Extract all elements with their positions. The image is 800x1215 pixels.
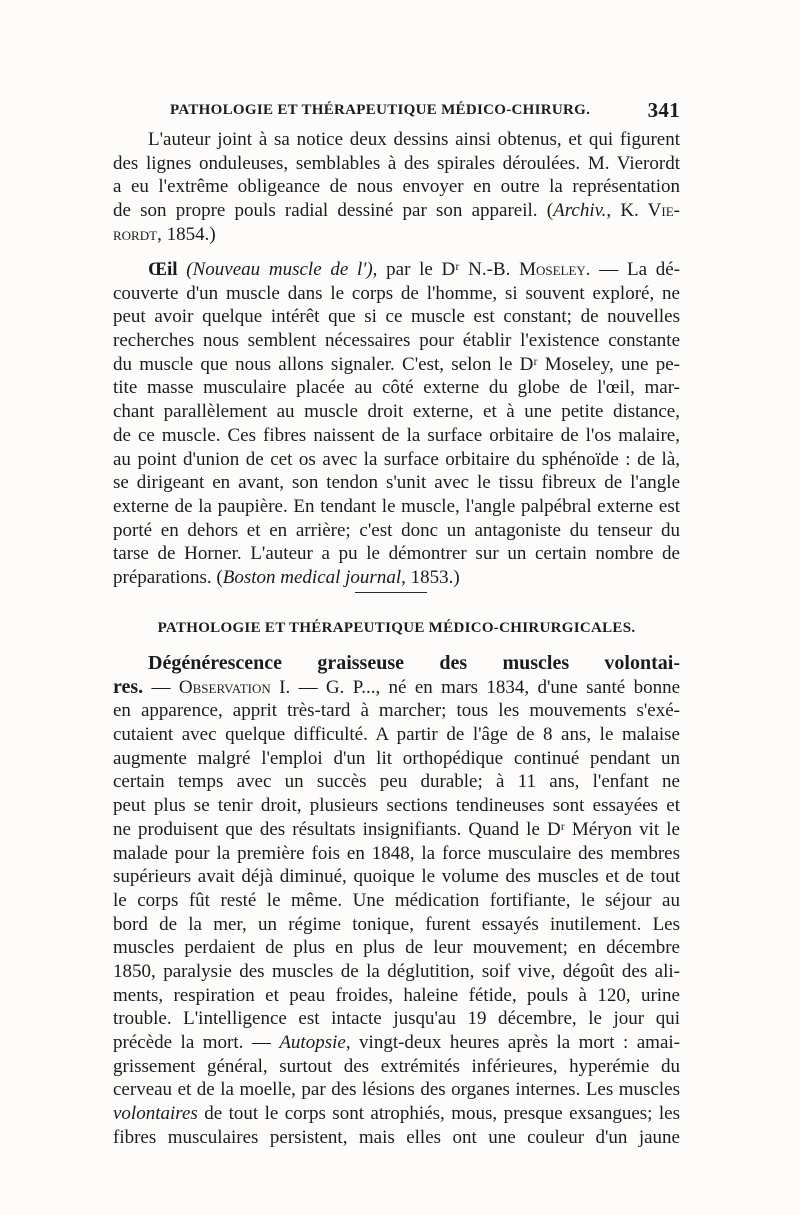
line-text: . — La dé- <box>585 259 680 280</box>
text-line: tite masse musculaire placée au côté externe du globe de l'œil, mar- <box>113 377 680 399</box>
citation: Archiv. <box>553 200 607 222</box>
text-line: grissement général, surtout des extrémités inférieures, hyperémie du <box>113 1055 680 1077</box>
text-line: des lignes onduleuses, semblables à des spirales déroulées. M. Vierordt <box>113 152 680 174</box>
author-name: , K. Vie- <box>606 200 680 222</box>
text-line <box>113 1102 680 1126</box>
text-line: certain temps avec un succès peu durable; à 11 ans, l'enfant ne <box>113 771 680 793</box>
running-title: PATHOLOGIE ET THÉRAPEUTIQUE MÉDICO-CHIRURG. <box>170 102 591 118</box>
text-line: couverte d'un muscle dans le corps de l'homme, si souvent exploré, ne <box>113 282 680 304</box>
citation: Boston medical journal <box>222 566 402 588</box>
observation-label: Observation <box>178 676 271 698</box>
text-line: augmente malgré l'emploi d'un lit orthopédique continué pendant un <box>113 747 680 769</box>
text-line: chant parallèlement au muscle droit externe, et à une petite distance, <box>113 401 680 423</box>
author-name: Moseley <box>519 259 586 280</box>
line-text: de tout le corps sont atrophiés, mous, presque exsangues; les <box>197 1103 680 1125</box>
text-line: trouble. L'intelligence est intacte jusqu'au 19 décembre, le jour qui <box>113 1008 680 1030</box>
text-line: en apparence, apprit très-tard à marcher; tous les mouvements s'exé- <box>113 700 680 722</box>
text-line: porté en dehors et en arrière; c'est donc un antagoniste du tenseur du <box>113 519 680 541</box>
text-line: peut avoir quelque intérêt que si ce muscle est constant; de nouvelles <box>113 306 680 328</box>
text-line: muscles perdaient de plus en plus de leur mouvement; en décembre <box>113 937 680 959</box>
text-line <box>113 223 680 247</box>
line-text: de son propre pouls radial dessiné par son appareil. ( <box>113 200 554 222</box>
text-line: tarse de Horner. L'auteur a pu le démontrer sur un certain nombre de <box>113 543 680 565</box>
line-text: I. — G. P..., né en mars 1834, d'une santé bonne <box>270 676 681 698</box>
entry-title: Œil <box>148 259 178 280</box>
text-line: malade pour la première fois en 1848, la force musculaire des membres <box>113 842 680 864</box>
text-line: res. — Observation I. — G. P..., né en mars 1834, d'une santé bonne <box>113 675 681 698</box>
italic-term: volontaires <box>113 1103 198 1125</box>
text-line: au point d'union de cet os avec la surface orbitaire du sphénoïde : de là, <box>113 448 680 470</box>
italic-term: Autopsie <box>279 1032 346 1053</box>
line-text: , vingt-deux heures après la mort : amai- <box>345 1032 681 1053</box>
entry-title: Dégénérescence graisseuse des muscles volontai- <box>148 652 680 674</box>
text-line: ments, respiration et peau froides, haleine fétide, pouls à 120, urine <box>113 984 680 1006</box>
paragraph-degenerescence <box>113 652 680 1149</box>
entry-title-end: res. <box>113 675 144 698</box>
line-text: , 1854.) <box>157 223 216 245</box>
line-text: , 1853.) <box>401 566 460 588</box>
entry-subtitle: (Nouveau muscle de l') <box>186 259 373 280</box>
paragraph-oeil <box>113 258 680 590</box>
text-line: peut plus se tenir droit, plusieurs sections tendineuses sont essayées et <box>113 795 680 817</box>
text-line <box>113 199 680 223</box>
text-line: a eu l'extrême obligeance de nous envoyer en outre la représentation <box>113 176 680 198</box>
text-line: L'auteur joint à sa notice deux dessins ainsi obtenus, et qui figurent <box>148 129 680 150</box>
text-line: cerveau et de la moelle, par des lésions des organes internes. Les muscles <box>113 1079 680 1101</box>
text-line: ne produisent que des résultats insignifiants. Quand le Dʳ Méryon vit le <box>113 818 680 840</box>
line-text: préparations. ( <box>113 566 223 588</box>
section-title: PATHOLOGIE ET THÉRAPEUTIQUE MÉDICO-CHIRURGICALES. <box>157 620 636 636</box>
line-text: , par le Dʳ N.-B. <box>372 259 520 280</box>
text-line: se dirigeant en avant, son tendon s'unit avec le tissu fibreux de l'angle <box>113 472 680 494</box>
paragraph-vierordt <box>113 128 680 246</box>
text-line: cutaient avec quelque difficulté. A partir de l'âge de 8 ans, le malaise <box>113 724 680 746</box>
text-line: le corps fût resté le même. Une médication fortifiante, le séjour au <box>113 889 680 911</box>
text-line: supérieurs avait déjà diminué, quoique le volume des muscles et de tout <box>113 866 680 888</box>
text-line: du muscle que nous allons signaler. C'est, selon le Dʳ Moseley, une pe- <box>113 353 680 375</box>
running-header <box>170 98 680 124</box>
text-line: 1850, paralysie des muscles de la déglutition, soif vive, dégoût des ali- <box>113 960 680 982</box>
line-text: précède la mort. — <box>113 1032 280 1053</box>
section-divider <box>355 592 427 593</box>
text-line: recherches nous semblent nécessaires pour établir l'existence constante <box>113 330 680 352</box>
text-line: de ce muscle. Ces fibres naissent de la surface orbitaire de l'os malaire, <box>113 424 680 446</box>
text-line <box>113 566 680 590</box>
text-line <box>113 1031 680 1055</box>
author-name: rordt <box>113 223 158 245</box>
text-line: bord de la mer, un régime tonique, furent essayés inutilement. Les <box>113 913 680 935</box>
text-line: externe de la paupière. En tendant le muscle, l'angle palpébral externe est <box>113 495 680 517</box>
page-number: 341 <box>647 98 680 122</box>
text-line <box>113 258 680 282</box>
text-line: fibres musculaires persistent, mais elles ont une couleur d'un jaune <box>113 1126 680 1148</box>
